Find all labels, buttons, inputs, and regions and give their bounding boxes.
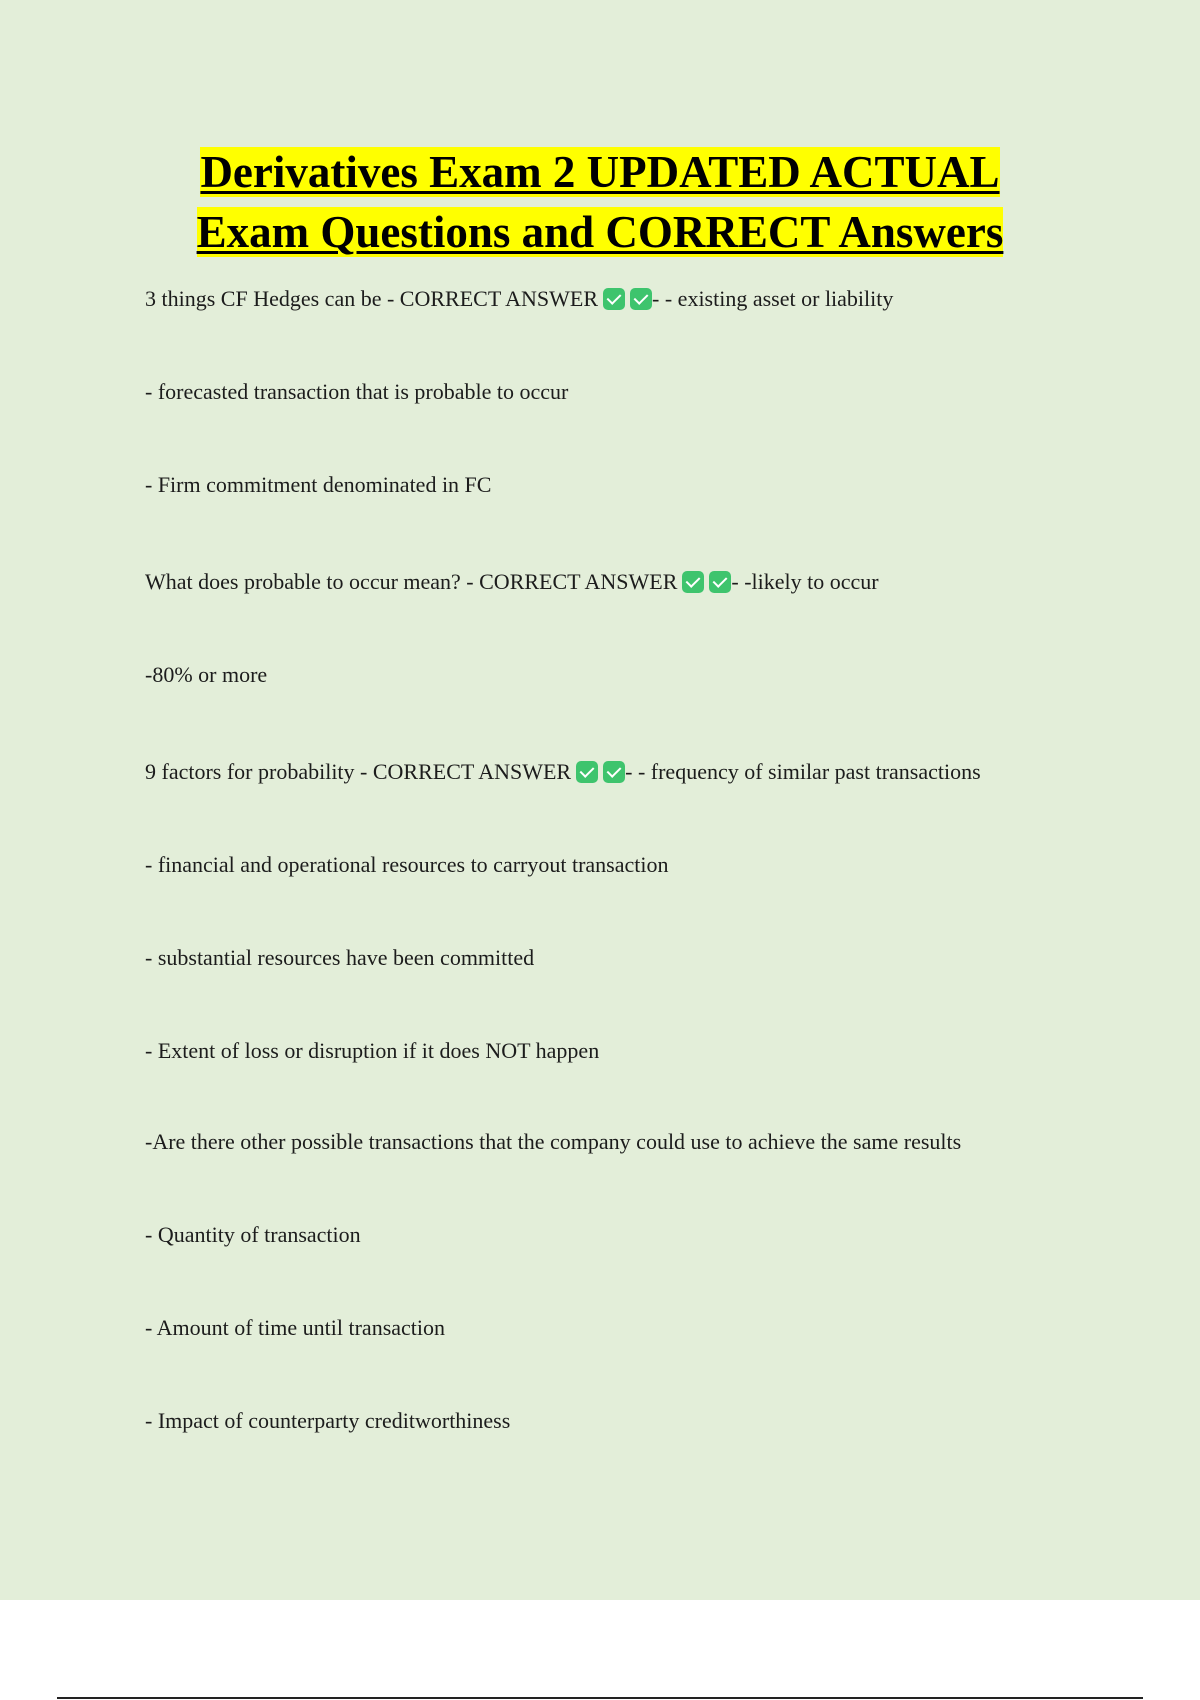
check-icon bbox=[603, 761, 625, 783]
answer-line: -80% or more bbox=[145, 662, 268, 687]
question-text: What does probable to occur mean? - CORRECT ANSWER bbox=[145, 569, 678, 594]
check-icon bbox=[603, 288, 625, 310]
check-icon bbox=[630, 288, 652, 310]
check-icon bbox=[576, 761, 598, 783]
answer-text: - - frequency of similar past transactions bbox=[625, 759, 981, 784]
answer-line: - financial and operational resources to carryout transaction bbox=[145, 852, 669, 877]
document-title bbox=[0, 142, 1200, 262]
title-line-1: Derivatives Exam 2 UPDATED ACTUAL bbox=[200, 147, 1000, 197]
answer-line: - Impact of counterparty creditworthiness bbox=[145, 1408, 511, 1433]
answer-line: - substantial resources have been committed bbox=[145, 945, 535, 970]
qa-question-line bbox=[145, 757, 981, 787]
answer-line: - Extent of loss or disruption if it does NOT happen bbox=[145, 1038, 600, 1063]
answer-line: - Quantity of transaction bbox=[145, 1222, 361, 1247]
title-line-2: Exam Questions and CORRECT Answers bbox=[196, 207, 1004, 257]
question-text: 9 factors for probability - CORRECT ANSWER bbox=[145, 759, 572, 784]
answer-line: - forecasted transaction that is probable to occur bbox=[145, 379, 569, 404]
answer-line: -Are there other possible transactions that the company could use to achieve the same results bbox=[145, 1129, 962, 1154]
answer-line: - Firm commitment denominated in FC bbox=[145, 472, 492, 497]
answer-line: - Amount of time until transaction bbox=[145, 1315, 446, 1340]
check-icon bbox=[709, 571, 731, 593]
check-icon bbox=[682, 571, 704, 593]
qa-question-line bbox=[145, 567, 879, 597]
answer-text: - - existing asset or liability bbox=[652, 286, 894, 311]
qa-question-line bbox=[145, 284, 893, 314]
question-text: 3 things CF Hedges can be - CORRECT ANSWER bbox=[145, 286, 599, 311]
footer-divider bbox=[57, 1697, 1143, 1699]
answer-text: - -likely to occur bbox=[731, 569, 879, 594]
